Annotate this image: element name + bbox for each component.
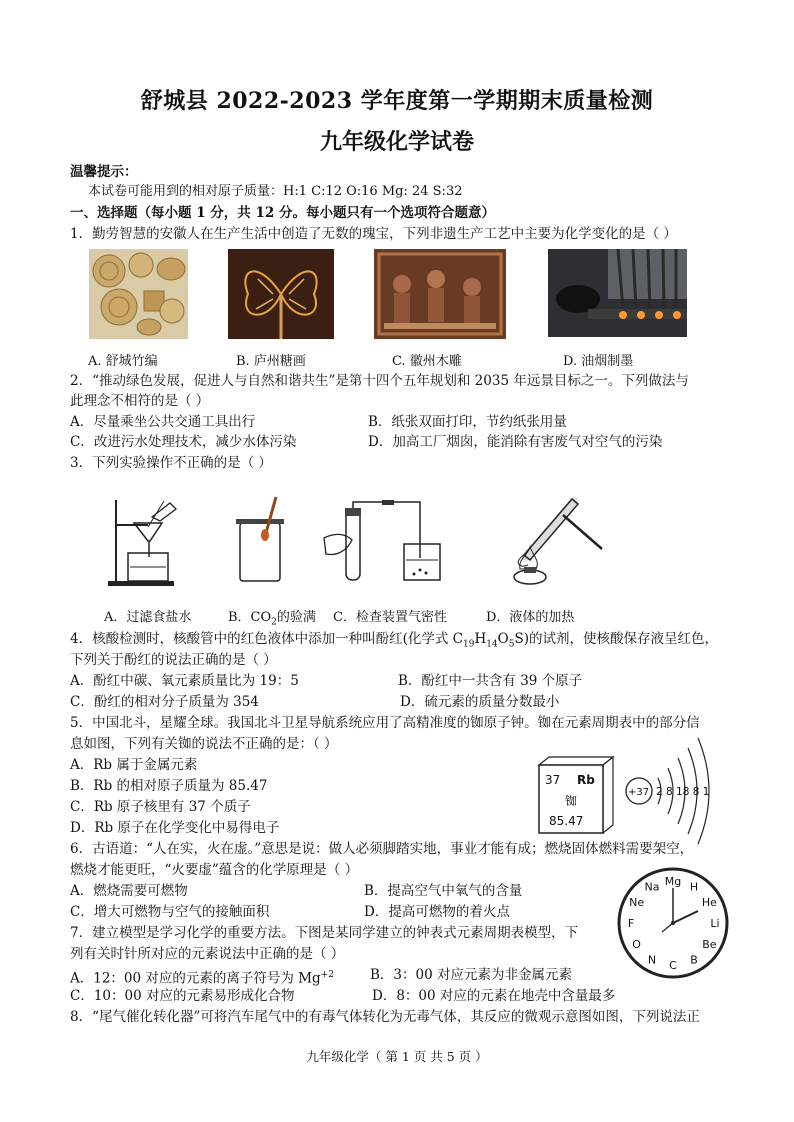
element-clock-diagram bbox=[616, 866, 730, 980]
q5-option-d: D．Rb 原子在化学变化中易得电子 bbox=[70, 820, 280, 836]
page-subtitle: 九年级化学试卷 bbox=[319, 129, 474, 155]
wood-carving-image bbox=[374, 249, 506, 339]
q6-option-b: B．提高空气中氧气的含量 bbox=[364, 883, 523, 899]
q7-option-d: D．8：00 对应的元素在地壳中含量最多 bbox=[372, 988, 616, 1004]
q3-option-b: B．$CO_2$的验满 bbox=[228, 610, 316, 628]
tip-text: 本试卷可能用到的相对原子质量：H:1 C:12 O:16 Mg: 24 S:32 bbox=[88, 184, 463, 199]
q1-stem: 1．勤劳智慧的安徽人在生产生活中创造了无数的瑰宝，下列非遗生产工艺中主要为化学变化的是（ ） bbox=[70, 226, 677, 242]
clock-element-h: H bbox=[689, 880, 699, 894]
rubidium-atom-structure bbox=[622, 736, 724, 846]
q2-stem-line2: 此理念不相符的是（ ） bbox=[70, 393, 210, 409]
clock-element-f: F bbox=[627, 917, 635, 930]
q7-option-a: A．12：00 对应的元素的离子符号为 $Mg^{+2}$ bbox=[70, 970, 334, 987]
ink-making-image bbox=[548, 249, 687, 337]
q3-stem: 3．下列实验操作不正确的是（ ） bbox=[70, 455, 272, 471]
q2-option-a: A．尽量乘坐公共交通工具出行 bbox=[70, 414, 256, 430]
clock-element-li: Li bbox=[710, 917, 720, 930]
clock-element-he: He bbox=[701, 896, 717, 909]
q8-stem: 8．“尾气催化转化器”可将汽车尾气中的有毒气体转化为无毒气体，其反应的微观示意图如图，下列说法正 bbox=[70, 1009, 700, 1025]
rb-name: 铷 bbox=[565, 794, 578, 808]
rb-mass: 85.47 bbox=[549, 814, 584, 828]
q1-option-a: A. 舒城竹编 bbox=[88, 354, 158, 369]
clock-element-c: C bbox=[669, 959, 677, 972]
q5-stem-line1: 5．中国北斗，星耀全球。我国北斗卫星导航系统应用了高精准度的铷原子钟。铷在元素周期表中的部分信 bbox=[70, 715, 700, 731]
q3-option-d: D．液体的加热 bbox=[486, 610, 575, 625]
page-title: 舒城县 2022-2023 学年度第一学期期末质量检测 bbox=[140, 88, 654, 114]
q6-option-c: C．增大可燃物与空气的接触面积 bbox=[70, 904, 270, 920]
clock-element-n: N bbox=[647, 953, 657, 967]
q4-option-a: A．酚红中碳、氧元素质量比为 19：5 bbox=[70, 673, 299, 689]
q7-stem-line1: 7．建立模型是学习化学的重要方法。下图是某同学建立的钟表式元素周期表模型，下 bbox=[70, 925, 579, 941]
q7-option-b: B．3：00 对应元素为非金属元素 bbox=[370, 967, 572, 983]
q1-option-c: C. 徽州木雕 bbox=[392, 354, 462, 369]
filtration-apparatus-icon bbox=[104, 495, 184, 587]
clock-element-ne: Ne bbox=[629, 896, 645, 909]
rb-atomic-number: 37 bbox=[545, 773, 561, 787]
rubidium-element-tile bbox=[527, 755, 617, 835]
q3-option-c: C．检查装置气密性 bbox=[333, 610, 447, 625]
section-heading: 一、选择题（每小题 1 分，共 12 分。每小题只有一个选项符合题意） bbox=[70, 205, 495, 221]
q5-option-b: B．Rb 的相对原子质量为 85.47 bbox=[70, 778, 268, 794]
co2-test-jar-icon bbox=[232, 495, 288, 585]
q5-option-a: A．Rb 属于金属元素 bbox=[70, 757, 198, 773]
electron-shells: 2 8 18 8 1 bbox=[656, 786, 710, 798]
airtightness-check-icon bbox=[322, 498, 446, 590]
q4-option-d: D．硫元素的质量分数最小 bbox=[400, 694, 560, 710]
q5-stem-line2: 息如图，下列有关铷的说法不正确的是：（ ） bbox=[70, 736, 338, 752]
q4-option-c: C．酚红的相对分子质量为 354 bbox=[70, 694, 259, 710]
q7-stem-line2: 列有关时针所对应的元素说法中正确的是（ ） bbox=[70, 946, 345, 962]
rb-symbol: Rb bbox=[577, 773, 595, 787]
clock-element-be: Be bbox=[702, 938, 717, 951]
q4-option-b: B．酚红中一共含有 39 个原子 bbox=[398, 673, 583, 689]
q4-stem-line1: 4．核酸检测时，核酸管中的红色液体中添加一种叫酚红(化学式 $C_{19}H_{14}O_5S$)的试剂，使核酸保存液呈红色， bbox=[70, 631, 719, 650]
q2-option-c: C．改进污水处理技术，减少水体污染 bbox=[70, 434, 297, 450]
q7-option-c: C．10：00 对应的元素易形成化合物 bbox=[70, 988, 295, 1004]
q2-option-d: D．加高工厂烟囱，能消除有害废气对空气的污染 bbox=[368, 434, 663, 450]
clock-element-na: Na bbox=[644, 880, 660, 894]
q3-option-a: A．过滤食盐水 bbox=[104, 610, 192, 625]
tip-heading: 温馨提示： bbox=[70, 164, 138, 180]
q1-option-b: B. 庐州糖画 bbox=[236, 354, 306, 369]
q6-stem-line2: 燃烧才能更旺，“火要虚”蕴含的化学原理是（ ） bbox=[70, 862, 359, 878]
page-footer: 九年级化学（ 第 1 页 共 5 页 ） bbox=[306, 1049, 488, 1064]
nucleus-charge: +37 bbox=[628, 787, 650, 798]
q4-stem-line2: 下列关于酚红的说法正确的是（ ） bbox=[70, 652, 277, 668]
q2-option-b: B．纸张双面打印，节约纸张用量 bbox=[368, 414, 567, 430]
q6-option-d: D．提高可燃物的着火点 bbox=[364, 904, 510, 920]
q2-stem-line1: 2．“推动绿色发展，促进人与自然和谐共生”是第十四个五年规划和 2035 年远景目标之一。下列做法与 bbox=[70, 373, 689, 389]
clock-element-o: O bbox=[632, 938, 641, 951]
liquid-heating-icon bbox=[508, 495, 608, 587]
clock-element-b: B bbox=[690, 953, 698, 967]
q1-option-d: D. 油烟制墨 bbox=[563, 354, 634, 369]
clock-element-mg: Mg bbox=[664, 875, 682, 888]
q6-stem-line1: 6．古语道：“人在实，火在虚。”意思是说：做人必须脚踏实地，事业才能有成；燃烧固体燃料需要架空， bbox=[70, 841, 694, 857]
q6-option-a: A．燃烧需要可燃物 bbox=[70, 883, 188, 899]
bamboo-weaving-image bbox=[89, 249, 188, 339]
sugar-painting-image bbox=[228, 249, 334, 339]
q5-option-c: C．Rb 原子核里有 37 个质子 bbox=[70, 799, 251, 815]
